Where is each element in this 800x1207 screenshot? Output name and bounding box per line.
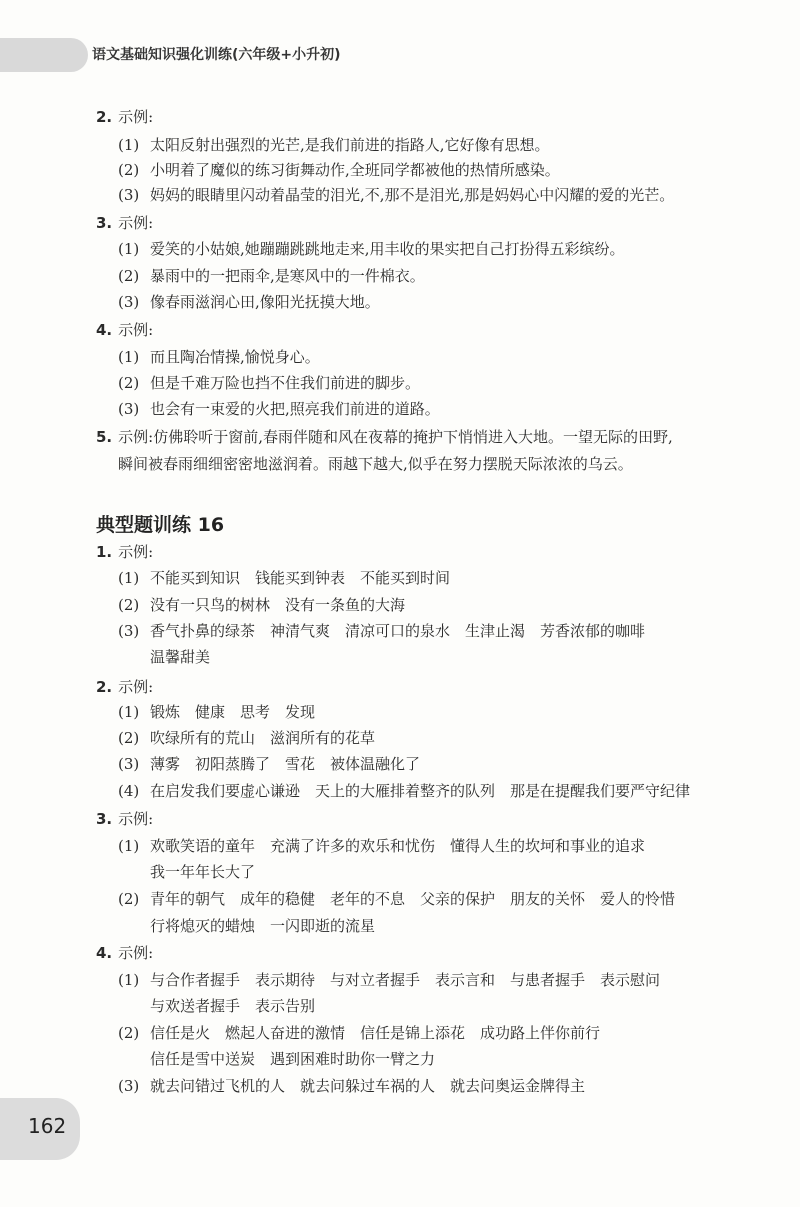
book-title: 语文基础知识强化训练(六年级+小升初) <box>92 47 341 63</box>
question-text: 示例: <box>118 543 154 561</box>
sub-answer: (1) 欢歌笑语的童年 充满了许多的欢乐和忧伤 懂得人生的坎坷和事业的追求 <box>118 837 646 855</box>
question-4 <box>96 319 153 340</box>
question-number: 2. <box>96 678 113 696</box>
question-3b <box>96 808 153 829</box>
page-number: 162 <box>28 1114 67 1138</box>
question-text: 示例: <box>118 214 154 232</box>
sub-answer: (1) 不能买到知识 钱能买到钟表 不能买到时间 <box>118 569 451 587</box>
sub-answer: (3) 妈妈的眼睛里闪动着晶莹的泪光,不,那不是泪光,那是妈妈心中闪耀的爱的光芒。 <box>118 186 675 204</box>
header-tab-decoration <box>0 38 88 72</box>
sub-answer: (4) 在启发我们要虚心谦逊 天上的大雁排着整齐的队列 那是在提醒我们要严守纪律 <box>118 782 691 800</box>
sub-answer: (2) 小明着了魔似的练习街舞动作,全班同学都被他的热情所感染。 <box>118 161 560 179</box>
sub-answer-continued: 与欢送者握手 表示告别 <box>150 997 316 1015</box>
sub-answer-continued: 信任是雪中送炭 遇到困难时助你一臂之力 <box>150 1050 436 1068</box>
sub-answer: (2) 没有一只鸟的树林 没有一条鱼的大海 <box>118 596 406 614</box>
question-text: 示例:仿佛聆听于窗前,春雨伴随和风在夜幕的掩护下悄悄进入大地。一望无际的田野, <box>118 428 673 446</box>
sub-answer: (3) 香气扑鼻的绿茶 神清气爽 清凉可口的泉水 生津止渴 芳香浓郁的咖啡 <box>118 622 646 640</box>
question-number: 4. <box>96 321 113 339</box>
question-number: 5. <box>96 428 113 446</box>
sub-answer-continued: 温馨甜美 <box>150 648 211 666</box>
question-number: 3. <box>96 810 113 828</box>
sub-answer: (2) 青年的朝气 成年的稳健 老年的不息 父亲的保护 朋友的关怀 爱人的怜惜 <box>118 890 676 908</box>
question-number: 3. <box>96 214 113 232</box>
sub-answer: (2) 吹绿所有的荒山 滋润所有的花草 <box>118 729 376 747</box>
question-2b <box>96 676 153 697</box>
question-text: 示例: <box>118 944 154 962</box>
sub-answer: (1) 锻炼 健康 思考 发现 <box>118 703 316 721</box>
question-5 <box>96 426 673 447</box>
sub-answer-continued: 我一年年长大了 <box>150 863 256 881</box>
sub-answer-continued: 行将熄灭的蜡烛 一闪即逝的流星 <box>150 917 376 935</box>
sub-answer: (2) 暴雨中的一把雨伞,是寒风中的一件棉衣。 <box>118 267 425 285</box>
question-1 <box>96 541 153 562</box>
sub-answer: (3) 薄雾 初阳蒸腾了 雪花 被体温融化了 <box>118 755 421 773</box>
sub-answer: (2) 信任是火 燃起人奋进的激情 信任是锦上添花 成功路上伴你前行 <box>118 1024 601 1042</box>
question-text-continued: 瞬间被春雨细细密密地滋润着。雨越下越大,似乎在努力摆脱天际浓浓的乌云。 <box>118 455 633 473</box>
sub-answer: (1) 与合作者握手 表示期待 与对立者握手 表示言和 与患者握手 表示慰问 <box>118 971 661 989</box>
sub-answer: (3) 就去问错过飞机的人 就去问躲过车祸的人 就去问奥运金牌得主 <box>118 1077 586 1095</box>
sub-answer: (3) 像春雨滋润心田,像阳光抚摸大地。 <box>118 293 380 311</box>
question-4b <box>96 942 153 963</box>
question-text: 示例: <box>118 321 154 339</box>
question-number: 2. <box>96 108 113 126</box>
question-number: 4. <box>96 944 113 962</box>
question-text: 示例: <box>118 108 154 126</box>
question-text: 示例: <box>118 810 154 828</box>
question-number: 1. <box>96 543 113 561</box>
question-text: 示例: <box>118 678 154 696</box>
sub-answer: (1) 爱笑的小姑娘,她蹦蹦跳跳地走来,用丰收的果实把自己打扮得五彩缤纷。 <box>118 240 625 258</box>
question-3 <box>96 212 153 233</box>
sub-answer: (3) 也会有一束爱的火把,照亮我们前进的道路。 <box>118 400 440 418</box>
question-2 <box>96 106 153 127</box>
sub-answer: (1) 而且陶冶情操,愉悦身心。 <box>118 348 320 366</box>
sub-answer: (2) 但是千难万险也挡不住我们前进的脚步。 <box>118 374 421 392</box>
section-title: 典型题训练 16 <box>96 514 225 536</box>
sub-answer: (1) 太阳反射出强烈的光芒,是我们前进的指路人,它好像有思想。 <box>118 136 550 154</box>
